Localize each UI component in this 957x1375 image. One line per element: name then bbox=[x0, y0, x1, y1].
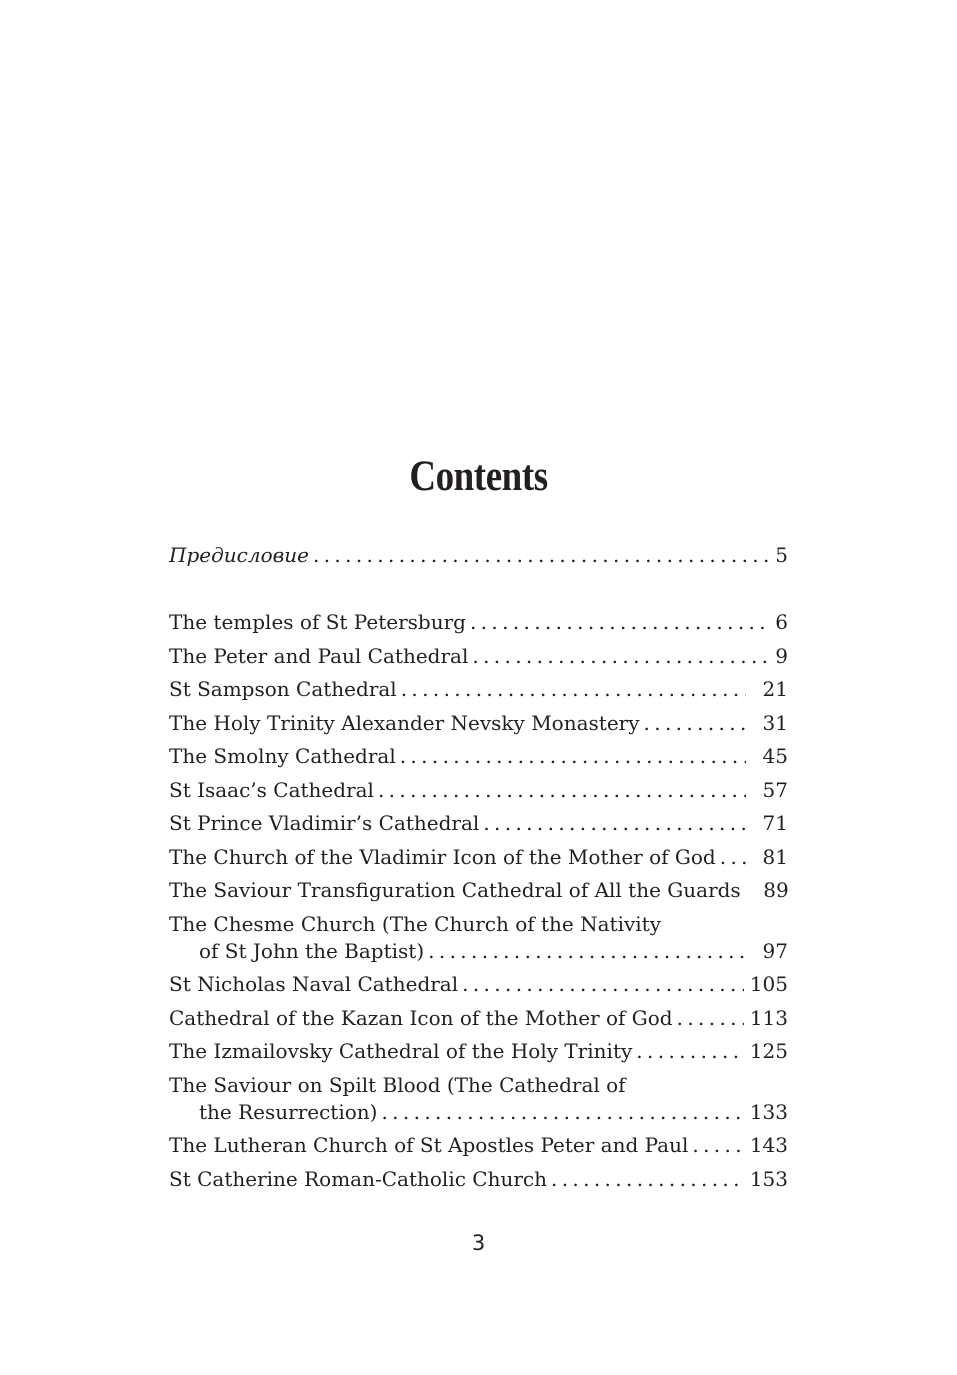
toc-entry-page: 57 bbox=[762, 777, 788, 802]
toc-entry-title: St Prince Vladimir’s Cathedral bbox=[169, 811, 480, 835]
toc-entry-title: The Lutheran Church of St Apostles Peter and Paul bbox=[169, 1133, 689, 1157]
toc-entry-page: 105 bbox=[749, 972, 788, 996]
dot-leader bbox=[692, 1132, 743, 1159]
toc-entry-page: 6 bbox=[775, 610, 788, 634]
toc-entry[interactable] bbox=[169, 710, 788, 737]
dot-leader bbox=[483, 810, 746, 837]
dot-leader bbox=[400, 743, 746, 770]
toc-entry-page: 113 bbox=[749, 1005, 788, 1030]
toc-entry-page: 31 bbox=[762, 710, 788, 735]
toc-entry[interactable] bbox=[169, 743, 788, 770]
dot-leader bbox=[720, 844, 746, 871]
toc-entry[interactable] bbox=[169, 1166, 788, 1193]
toc-entry-title: St Catherine Roman-Catholic Church bbox=[169, 1166, 547, 1191]
dot-leader bbox=[636, 1038, 744, 1065]
toc-entry[interactable] bbox=[169, 1132, 788, 1159]
toc-entry[interactable] bbox=[169, 643, 788, 670]
dot-leader bbox=[401, 676, 746, 703]
toc-entry-page: 125 bbox=[749, 1039, 788, 1063]
toc-entry-title: St Isaac’s Cathedral bbox=[169, 777, 374, 802]
toc-entry[interactable] bbox=[169, 971, 788, 998]
toc-entry-page: 9 bbox=[775, 643, 788, 668]
toc-entry-title: The Peter and Paul Cathedral bbox=[169, 643, 469, 668]
toc-entry-page: 133 bbox=[749, 1099, 788, 1124]
toc-entry[interactable] bbox=[169, 777, 788, 804]
toc-entry-title: Cathedral of the Kazan Icon of the Mother of God bbox=[169, 1005, 673, 1030]
toc-entry[interactable] bbox=[169, 1005, 788, 1032]
toc-entry[interactable] bbox=[169, 609, 788, 636]
toc-entry-page: 81 bbox=[762, 844, 788, 869]
toc-entry-title: The Holy Trinity Alexander Nevsky Monastery bbox=[169, 710, 640, 735]
toc-entry-title: The Saviour Transfiguration Cathedral of All the Guards bbox=[169, 878, 741, 902]
toc-entry[interactable] bbox=[169, 1072, 788, 1126]
toc-entry-preface[interactable] bbox=[169, 542, 788, 569]
dot-leader bbox=[378, 777, 746, 804]
dot-leader bbox=[644, 710, 746, 737]
toc-entry-title-continued: the Resurrection) bbox=[199, 1099, 378, 1124]
toc-entry-page: 89 bbox=[763, 878, 789, 902]
dot-leader bbox=[470, 609, 768, 636]
toc-entry-page: 97 bbox=[762, 938, 788, 963]
toc-entry[interactable] bbox=[169, 911, 788, 965]
toc-entry-page: 45 bbox=[762, 744, 788, 768]
toc-entry-page: 143 bbox=[749, 1133, 788, 1157]
page-number: 3 bbox=[471, 1231, 486, 1255]
dot-leader bbox=[677, 1005, 744, 1032]
toc-entry-title: The Smolny Cathedral bbox=[169, 744, 396, 768]
toc-entry-page: 153 bbox=[749, 1166, 788, 1191]
toc-entry-page: 21 bbox=[762, 677, 788, 701]
toc-entry-title: The Saviour on Spilt Blood (The Cathedral of bbox=[169, 1072, 626, 1097]
toc-entry[interactable] bbox=[169, 810, 788, 837]
toc-entry-title-continued: of St John the Baptist) bbox=[199, 938, 425, 963]
page-title: Contents bbox=[409, 453, 548, 500]
dot-leader bbox=[472, 643, 768, 670]
toc-entry-title: The Izmailovsky Cathedral of the Holy Trinity bbox=[169, 1039, 633, 1063]
toc-entry[interactable] bbox=[169, 877, 788, 904]
dot-leader bbox=[381, 1099, 743, 1126]
toc-entry[interactable] bbox=[169, 1038, 788, 1065]
toc-entry-title: St Sampson Cathedral bbox=[169, 677, 397, 701]
dot-leader bbox=[313, 542, 768, 569]
dot-leader bbox=[428, 938, 746, 965]
toc-entry-title: St Nicholas Naval Cathedral bbox=[169, 972, 459, 996]
toc-entry-title: The temples of St Petersburg bbox=[169, 610, 466, 634]
dot-leader bbox=[551, 1166, 744, 1193]
toc-entry-title: The Chesme Church (The Church of the Nativity bbox=[169, 911, 662, 936]
toc-entry-title: The Church of the Vladimir Icon of the Mother of God bbox=[169, 844, 716, 869]
dot-leader bbox=[462, 971, 744, 998]
toc-entry[interactable] bbox=[169, 844, 788, 871]
toc-entry-page: 5 bbox=[775, 543, 788, 567]
toc-entry-page: 71 bbox=[762, 811, 788, 835]
table-of-contents bbox=[169, 542, 788, 1199]
toc-entry-title: Предисловие bbox=[169, 543, 309, 567]
toc-entry[interactable] bbox=[169, 676, 788, 703]
